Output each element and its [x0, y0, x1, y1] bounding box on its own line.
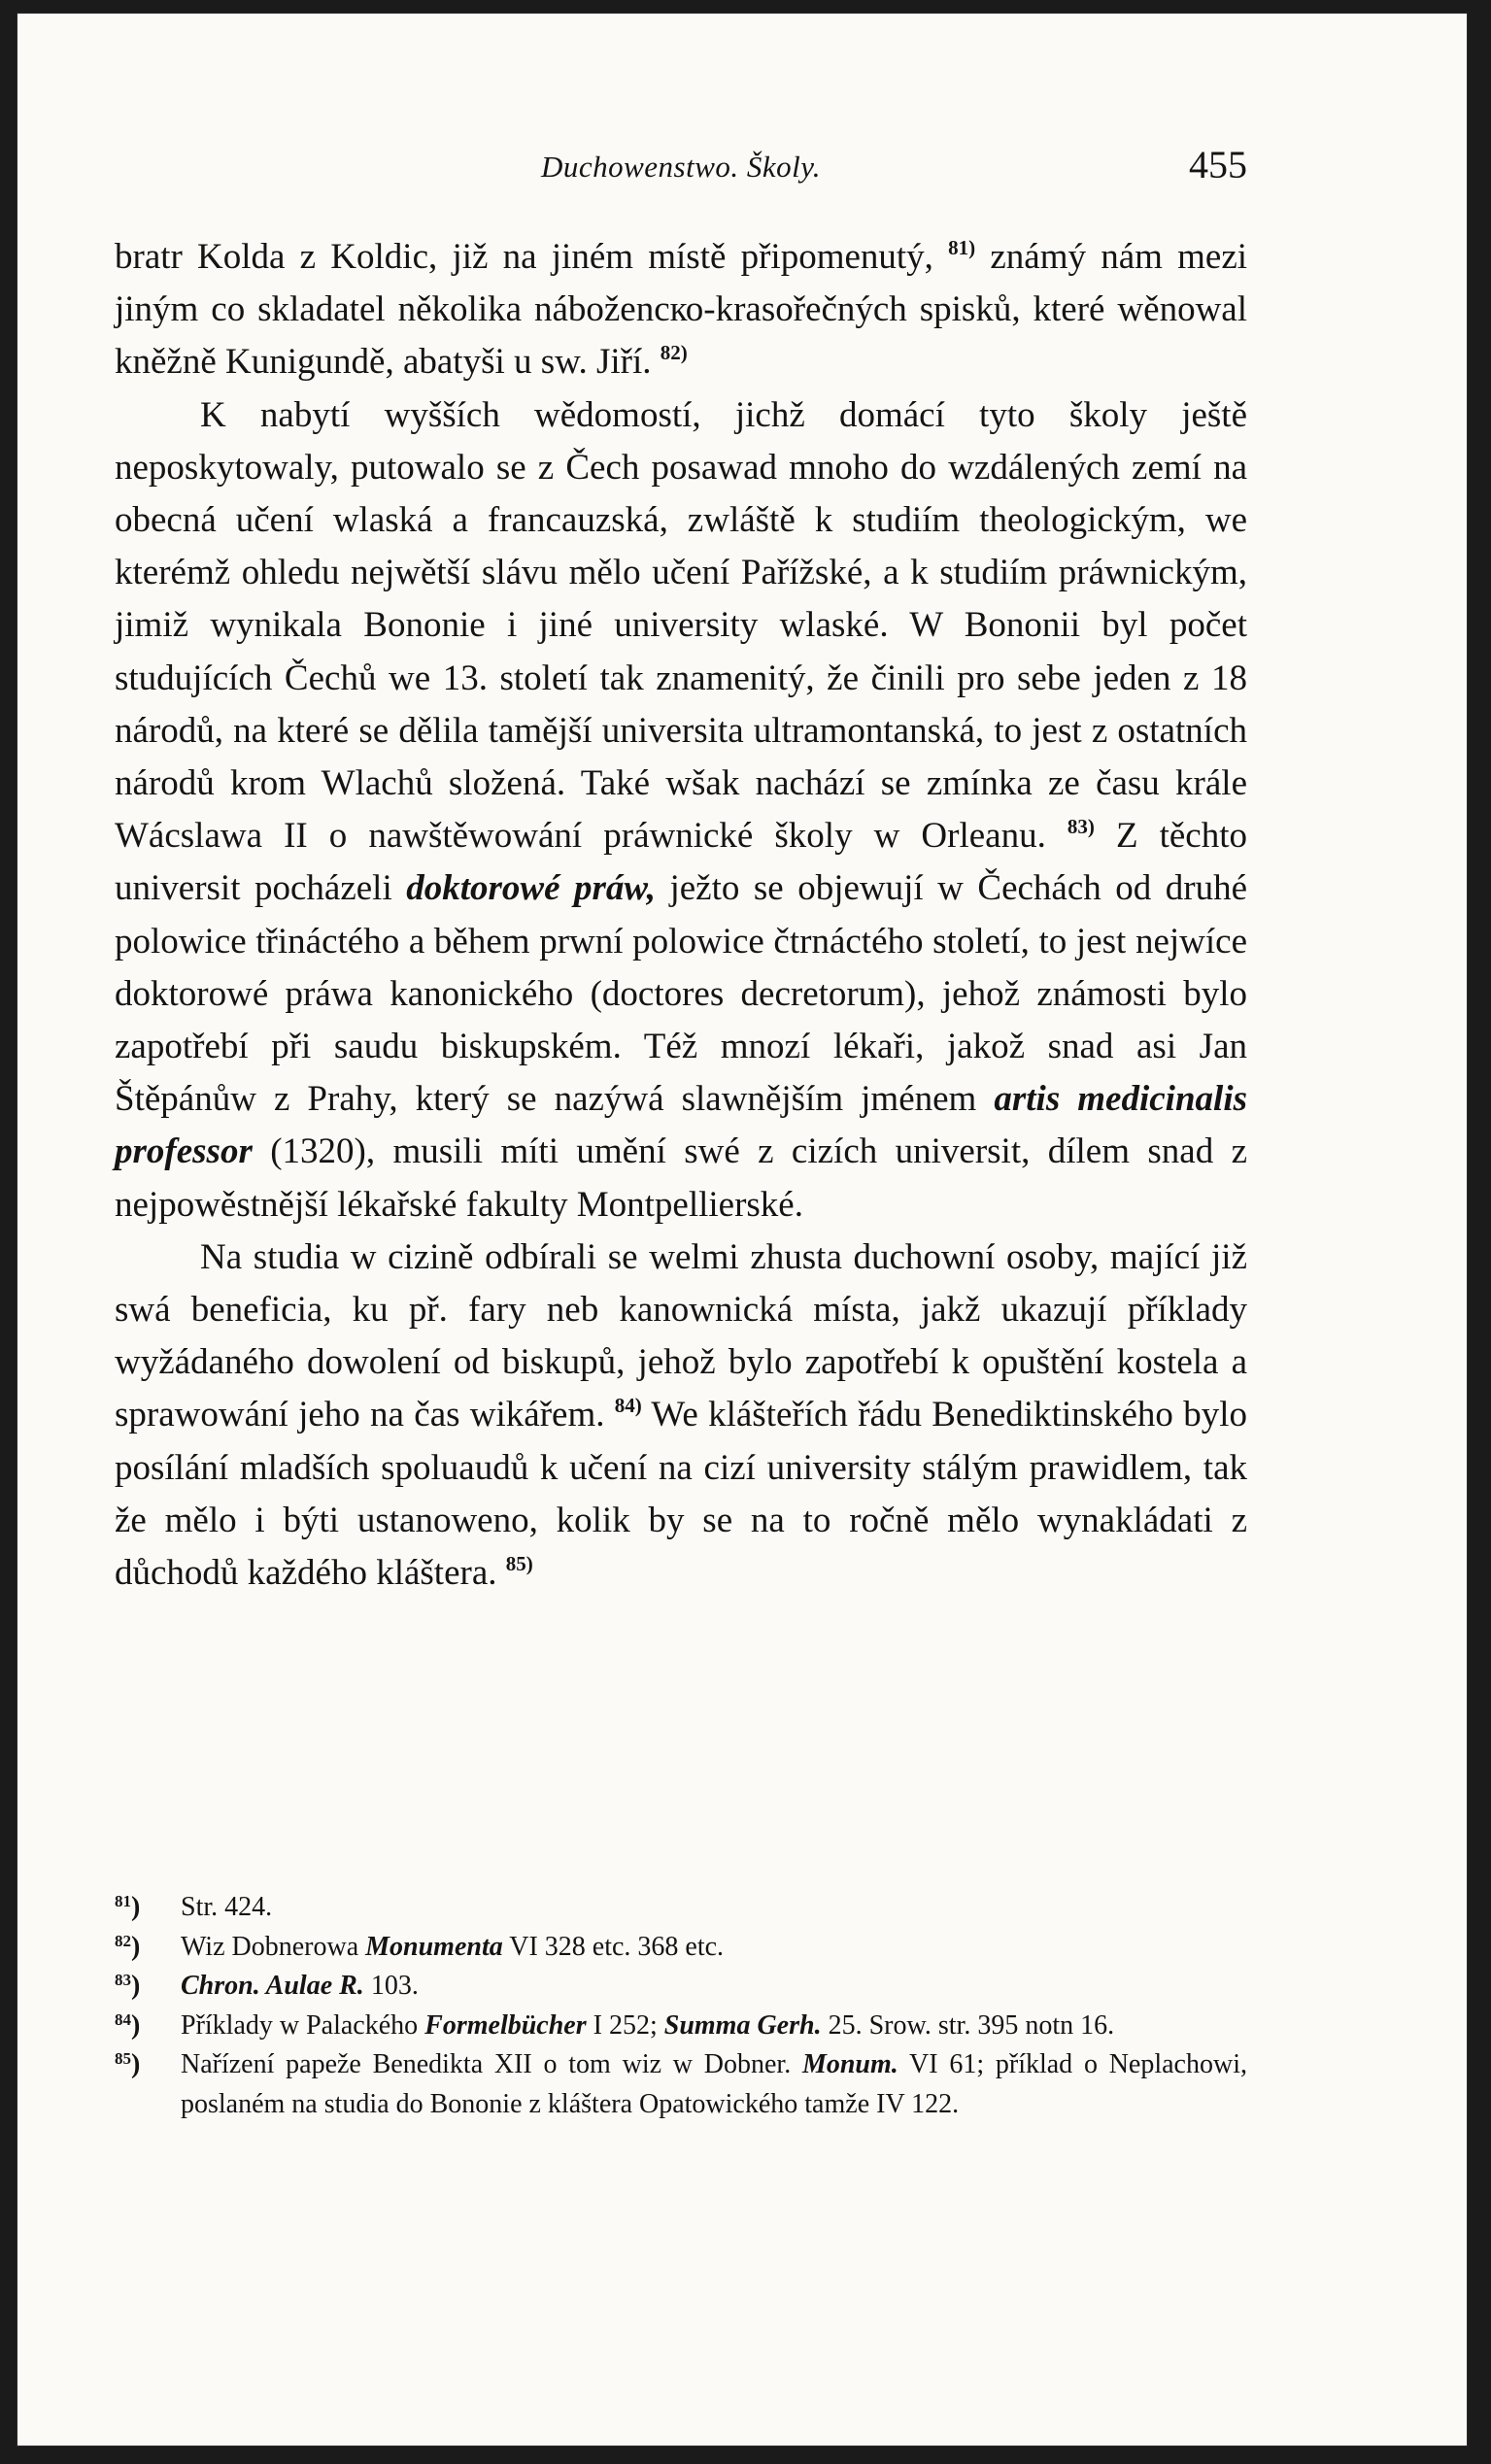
- emphasis-artis-medicinalis: artis medicinalis professor: [115, 1079, 1247, 1172]
- footnote-text: 25. Srow. str. 395 notn 16.: [821, 2009, 1115, 2041]
- footnote-mark: $^{81}$): [115, 1892, 141, 1922]
- footnote-text: I 252;: [586, 2009, 664, 2041]
- footnote-title-italic: Chron. Aulae R.: [181, 1971, 364, 2001]
- paragraph-3-text-a: Na studia w cizině odbírali se welmi zhusta duchowní osoby, mající již swá beneficia, ku př. fary neb kanownická místa, jakž ukazují příklady wyžádaného dowolení od biskupů, jehož bylo zapotřebí k opuštění kostela a sprawowání jeho na čas wikářem.: [115, 1236, 1247, 1435]
- footnote-text: Nařízení papeže Benedikta XII o tom wiz w Dobner.: [181, 2049, 802, 2079]
- page-number: 455: [1189, 143, 1247, 186]
- paragraph-1: [115, 231, 1247, 389]
- paragraph-2: [115, 389, 1247, 1232]
- paragraph-2-text-b: Z těchto universit pocházeli: [115, 816, 1248, 909]
- paragraph-1-text-a: bratr Kolda z Koldic, již na jiném místě připomenutý,: [115, 237, 933, 277]
- paragraph-3: [115, 1232, 1247, 1600]
- footnote-text: Příklady w Palackého: [181, 2009, 425, 2041]
- footnote-text: VI 328 etc. 368 etc.: [502, 1931, 725, 1962]
- book-page: [17, 14, 1467, 2446]
- footnote-title-italic: Formelbücher: [424, 2009, 587, 2041]
- running-title: Duchowenstwo. Školy.: [540, 150, 822, 184]
- page-header: [115, 136, 1247, 194]
- footnote-84: [115, 2007, 1247, 2046]
- paragraph-2-text-a: K nabytí wyšších wědomostí, jichž domácí tyto školy ještě neposkytowaly, putowalo se z Čech posawad mnoho do wzdálených zemí na obecná učení wlaská a francauzská, zwláště k studiím theologickým, we kterémž ohledu nejwětší slávu mělo učení Pařížské, a k studiím práwnickým, jimiž wynikala Bononie i jiné university wlaské. W Bononii byl počet studujících Čechů we 13. století tak znamenitý, že činili pro sebe jeden z 18 národů, na které se dělila tamější universita ultramontanská, to jest z ostatních národů krom Wlachů složená. Také wšak nachází se zmínka ze času krále Wácslawa II o nawštěwowání práwnické školy w Orleanu.: [115, 394, 1247, 857]
- paragraph-2-text-d: ježto se objewují w Čechách od druhé polowice třináctého a během prwní polowice čtrnáctého století, to jest nejwíce doktorowé práwa kanonického (doctores decretorum), jehož známosti bylo zapotřebí při saudu biskupském. Též mnozí lékaři, jakož snad asi Jan Štěpánůw z Prahy, který se nazýwá slawnějším jménem: [115, 868, 1247, 1120]
- footnote-title-italic: Monumenta: [365, 1931, 503, 1962]
- footnote-mark: $^{83}$): [115, 1971, 141, 2001]
- footnote-83: [115, 1967, 1247, 2007]
- paragraph-2-text-f: (1320), musili míti umění swé z cizích universit, dílem snad z nejpowěstnější lékařské fakulty Montpellierské.: [115, 1131, 1247, 1225]
- footnote-82: [115, 1928, 1247, 1968]
- footnote-title-italic: Monum.: [801, 2049, 898, 2079]
- footnote-ref-81[interactable]: 81): [948, 236, 976, 259]
- footnote-mark: $^{84}$): [115, 2009, 141, 2041]
- footnote-text: Wiz Dobnerowa: [181, 1931, 366, 1962]
- footnote-title-italic: Summa Gerh.: [663, 2009, 822, 2041]
- footnote-81: [115, 1888, 1247, 1928]
- footnote-ref-85[interactable]: 85): [505, 1552, 533, 1576]
- paragraph-3-text-b: We klášteřích řádu Benediktinského bylo posílání mladších spoluaudů k učení na cizí university stálým prawidlem, tak že mělo i býti ustanoweno, kolik by se na to ročně mělo wynakládati z důchodů každého kláštera.: [115, 1395, 1247, 1594]
- footnote-mark: $^{85}$): [115, 2049, 141, 2079]
- footnote-ref-84[interactable]: 84): [614, 1394, 642, 1418]
- main-text: [115, 231, 1247, 1600]
- footnote-ref-83[interactable]: 83): [1067, 815, 1095, 839]
- paragraph-1-text-b: známý nám mezi jiným co skladatel několika náboženско-krasořečných spisků, které wěnowal kněžně Kunigundě, abatyši u sw. Jiří.: [115, 237, 1248, 383]
- footnote-text: 103.: [363, 1971, 419, 2001]
- footnote-text: Str. 424.: [181, 1892, 273, 1922]
- emphasis-doktorowe-praw: doktorowé práw,: [406, 868, 656, 909]
- footnote-mark: $^{82}$): [115, 1931, 141, 1962]
- footnote-text: VI 61; příklad o Neplachowi, poslaném na studia do Bononie z kláštera Opatowického tamže IV 122.: [181, 2049, 1247, 2119]
- footnote-85: [115, 2045, 1247, 2124]
- footnotes: [115, 1888, 1247, 2124]
- footnote-ref-82[interactable]: 82): [660, 341, 688, 365]
